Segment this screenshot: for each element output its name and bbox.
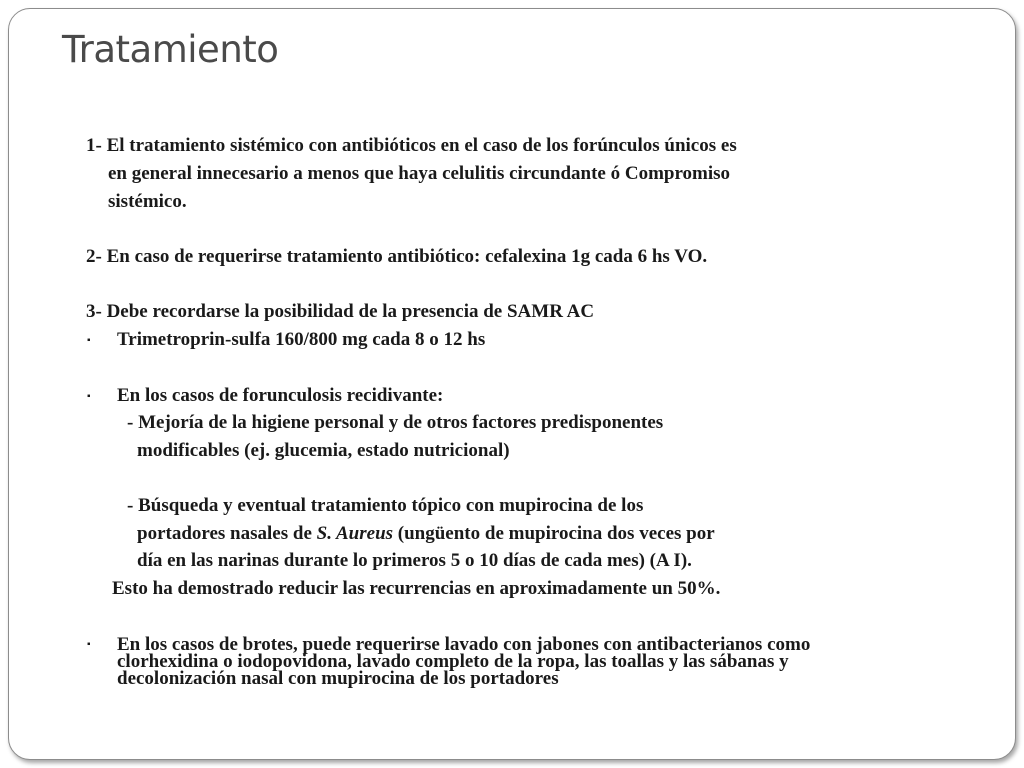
bullet3-line1: En los casos de brotes, puede requerirse lavado con jabones con antibacterianos como xyxy=(117,634,811,655)
species-name: S. Aureus xyxy=(316,523,394,544)
bullet2-heading: En los casos de forunculosis recidivante: xyxy=(117,385,444,406)
bullet2-sub2-line2 xyxy=(137,520,715,547)
p1-line1: 1- El tratamiento sistémico con antibióticos en el caso de los forúnculos únicos es xyxy=(86,135,737,156)
p2-text: 2- En caso de requerirse tratamiento antibiótico: cefalexina 1g cada 6 hs VO. xyxy=(86,246,708,267)
bullet-icon: ▪ xyxy=(87,335,91,346)
bullet2-sub2-line1: - Búsqueda y eventual tratamiento tópico con mupirocina de los xyxy=(127,495,644,516)
bullet1-text: Trimetroprin-sulfa 160/800 mg cada 8 o 12 hs xyxy=(117,329,486,350)
bullet2-sub2-line3: día en las narinas durante lo primeros 5 o 10 días de cada mes) (A I). xyxy=(137,550,692,571)
bullet2-sub1-line2: modificables (ej. glucemia, estado nutricional) xyxy=(137,440,510,461)
bullet-icon: ▪ xyxy=(87,391,91,402)
sub2-line2-pre: portadores nasales de xyxy=(137,523,317,544)
p3-text: 3- Debe recordarse la posibilidad de la presencia de SAMR AC xyxy=(86,301,595,322)
sub2-line2-post: (ungüento de mupirocina dos veces por xyxy=(393,523,715,544)
bullet-icon: ▪ xyxy=(87,639,91,650)
p1-line2: en general innecesario a menos que haya celulitis circundante ó Compromiso xyxy=(108,163,731,184)
bullet2-sub1-line1: - Mejoría de la higiene personal y de otros factores predisponentes xyxy=(127,412,664,433)
bullet3-line2: clorhexidina o iodopovidona, lavado completo de la ropa, las toallas y las sábanas y xyxy=(117,651,789,672)
p1-line3: sistémico. xyxy=(108,191,187,212)
bullet3-line3: decolonización nasal con mupirocina de los portadores xyxy=(117,668,559,689)
bullet2-note: Esto ha demostrado reducir las recurrencias en aproximadamente un 50%. xyxy=(112,578,721,599)
slide-title: Tratamiento xyxy=(62,28,279,71)
